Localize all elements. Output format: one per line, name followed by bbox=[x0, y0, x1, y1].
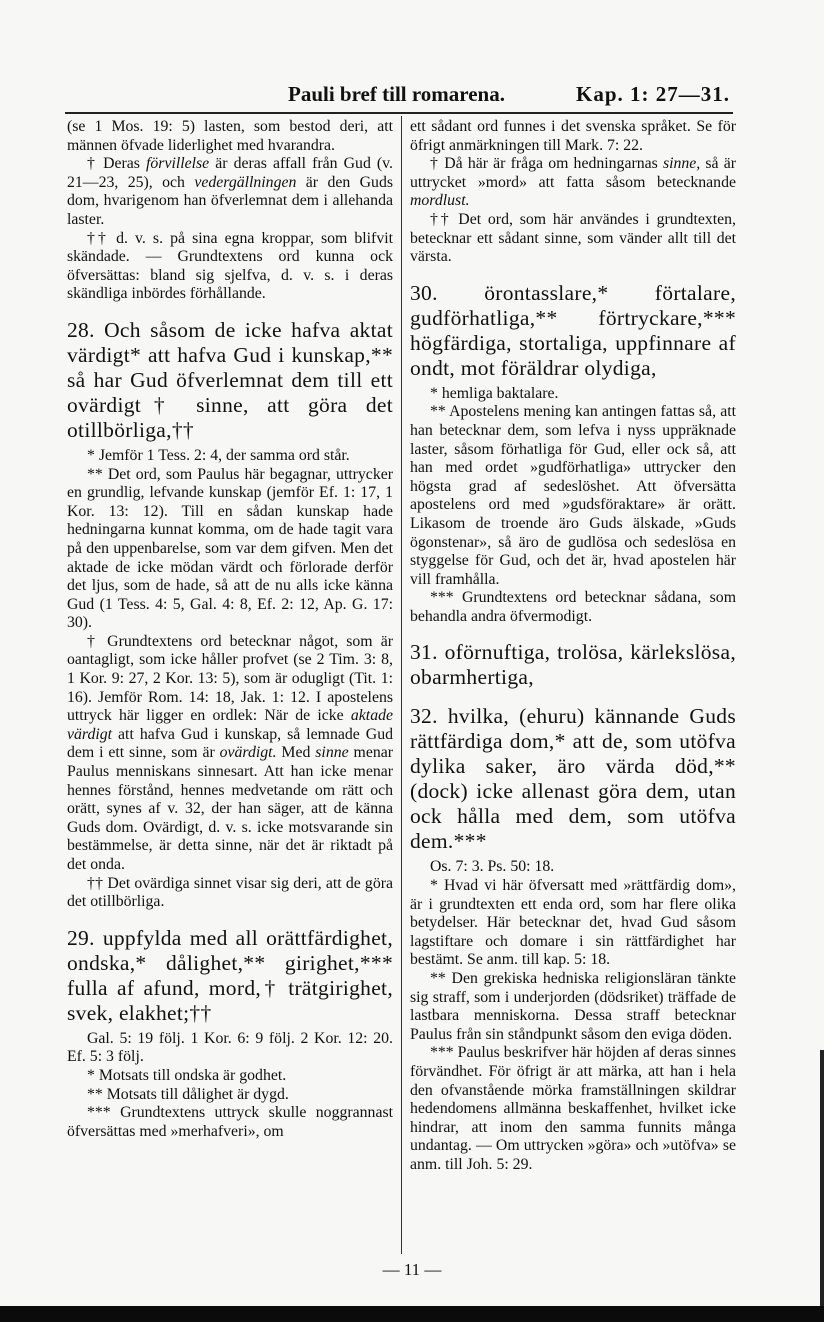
note-paragraph: †† Det ovärdiga sinnet visar sig deri, att de göra det otillbörliga. bbox=[67, 874, 393, 911]
note-paragraph: ** Det ord, som Paulus här begagnar, uttrycker en grundlig, lefvande kunskap (jemför Ef. 1: 17, 1 Kor. 13: 12). Till en sådan kunskap hade hedningarna kunnat komma, om de hade tagit vara på den uppenbarelse, som var dem gifven. Men det aktade de icke mödan värdt och förlorade derför det ljus, som de hade, så att de nu alls icke känna Gud (1 Tess. 4: 5, Gal. 4: 8, Ef. 2: 12, Ap. G. 17: 30). bbox=[67, 465, 393, 632]
note-paragraph: * hemliga baktalare. bbox=[430, 384, 559, 402]
note-paragraph: ** Den grekiska hedniska religionsläran tänkte sig straff, som i underjorden (dödsriket) träffade de lastbara menniskorna. Dessa straff betecknar Paulus från sin ståndpunkt såsom den eviga döden. bbox=[410, 970, 736, 1043]
scan-border bbox=[0, 1306, 824, 1322]
scan-edge bbox=[820, 1050, 824, 1322]
running-title: Pauli bref till romarena. bbox=[288, 82, 505, 106]
verse-32: 32. hvilka, (ehuru) kännande Guds rättfärdiga dom,* att de, som utöfva dylika saker, äro värda död,** (dock) icke allenast göra dem, utan ock hålla med dem, som utöfva dem.*** bbox=[410, 704, 736, 854]
note-paragraph: *** Paulus beskrifver här höjden af deras sinnes förvändhet. För öfrigt är att märka, att han i hela den ofvanstående mörka framställningen skildrar hedendomens allmänna beskaffenhet, hvilket icke hindrar, att inom den samma funnits många undantag. — Om uttrycken »göra» och »utöfva» se anm. till Joh. 5: 29. bbox=[410, 1044, 736, 1173]
note-paragraph: † Då här är fråga om hedningarnas sinne, så är uttrycket »mord» att fatta såsom betecknande mordlust. bbox=[410, 155, 736, 210]
page-header bbox=[60, 80, 730, 110]
verse-30: 30. örontasslare,* förtalare, gudförhatliga,** förtryckare,*** högfärdiga, stortaliga, uppfinnare af ondt, mot föräldrar olydiga, bbox=[410, 280, 736, 380]
note-paragraph: †† Det ord, som här användes i grundtexten, betecknar ett sådant sinne, som vänder allt till det värsta. bbox=[410, 210, 736, 266]
header-rule bbox=[65, 112, 733, 114]
note-paragraph: * Hvad vi här öfversatt med »rättfärdig dom», är i grundtexten ett enda ord, som har flere olika betydelser. Här betecknar det, hvad Gud såsom lagstiftare och domare i sin rättfärdighet har bestämt. Se anm. till kap. 5: 18. bbox=[410, 877, 736, 969]
note-paragraph: *** Grundtextens uttryck skulle noggrannast öfversättas med »merhafveri», om bbox=[67, 1104, 393, 1140]
note-paragraph: ett sådant ord funnes i det svenska språket. Se för öfrigt anmärkningen till Mark. 7: 22. bbox=[410, 118, 736, 154]
page-number: — 11 — bbox=[382, 1260, 442, 1279]
chapter-reference: Kap. 1: 27—31. bbox=[575, 82, 730, 106]
left-column bbox=[67, 118, 393, 1141]
verse-28: 28. Och såsom de icke hafva aktat värdigt* att hafva Gud i kunskap,** så har Gud öfverlemnat dem till ett ovärdigt† sinne, att göra det otillbörliga,†† bbox=[67, 317, 393, 442]
note-paragraph: † Deras förvillelse är deras affall från Gud (v. 21—23, 25), och vedergällningen är den Guds dom, hvarigenom han öfverlemnat dem i allehanda laster. bbox=[67, 155, 393, 228]
cross-reference: Gal. 5: 19 följ. 1 Kor. 6: 9 följ. 2 Kor. 12: 20. Ef. 5: 3 följ. bbox=[67, 1029, 393, 1066]
note-paragraph: * Jemför 1 Tess. 2: 4, der samma ord står. bbox=[87, 446, 350, 464]
note-paragraph: (se 1 Mos. 19: 5) lasten, som bestod deri, att männen öfvade liderlighet med hvarandra. bbox=[67, 118, 393, 154]
note-paragraph: ** Apostelens mening kan antingen fattas så, att han betecknar dem, som lefva i nyss uppräknade laster, såsom förhatliga för Gud, eller ock så, att han med ordet »gudförhatliga» uttrycker den högsta grad af sedeslöshet. Att öfversätta apostelens ord med »gudsföraktare» är orätt. Likasom de troende äro Guds älskade, »Guds ögonstenar», så äro de gudlösa och sedeslösa en styggelse för Gud, och det är, hvad apostelen här vill framhålla. bbox=[410, 403, 736, 588]
note-paragraph: ** Motsats till dålighet är dygd. bbox=[87, 1085, 289, 1103]
note-paragraph: *** Grundtextens ord betecknar sådana, som behandla andra öfvermodigt. bbox=[410, 589, 736, 625]
cross-reference: Os. 7: 3. Ps. 50: 18. bbox=[430, 858, 555, 876]
verse-31: 31. oförnuftiga, trolösa, kärlekslösa, obarmhertiga, bbox=[410, 640, 736, 690]
right-column bbox=[410, 118, 736, 1175]
verse-29: 29. uppfylda med all orättfärdighet, ondska,* dålighet,** girighet,*** fulla af afund, mord,† trätgirighet, svek, elakhet;†† bbox=[67, 925, 393, 1025]
note-paragraph: †† d. v. s. på sina egna kroppar, som blifvit skändade. — Grundtextens ord kunna ock öfversättas: bland sig sjelfva, d. v. s. i deras skändliga inbördes förhållande. bbox=[67, 229, 393, 303]
column-divider bbox=[401, 116, 402, 1254]
note-paragraph: * Motsats till ondska är godhet. bbox=[87, 1066, 287, 1084]
note-paragraph: † Grundtextens ord betecknar något, som är oantagligt, som icke håller profvet (se 2 Tim. 3: 8, 1 Kor. 9: 27, 2 Kor. 13: 5), som är odugligt (Tit. 1: 16). Jemför Rom. 14: 18, Jak. 1: 12. I apostelens uttryck här ligger en ordlek: När de icke aktade värdigt att hafva Gud i kunskap, så lemnade Gud dem i ett sinne, som är ovärdigt. Med sinne menar Paulus menniskans sinnesart. Att han icke menar hennes förstånd, hennes medvetande om rätt och orätt, synes af v. 32, der han säger, att de känna Guds dom. Ovärdigt, d. v. s. icke motsvarande sin bestämmelse, är detta sinne, när det är riktadt på det onda. bbox=[67, 632, 393, 873]
